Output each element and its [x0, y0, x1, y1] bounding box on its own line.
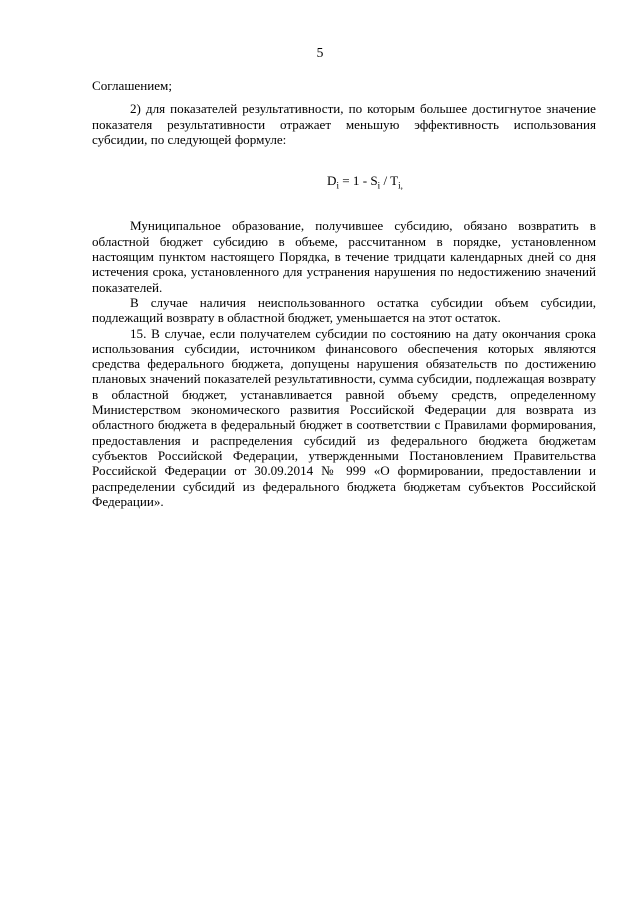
paragraph-unused-balance: В случае наличия неиспользованного остатка субсидии объем субсидии, подлежащий возврату в областной бюджет, уменьшается на этот остаток. [92, 294, 596, 326]
paragraph-item-15: 15. В случае, если получателем субсидии по состоянию на дату окончания срока использования субсидии, источником финансового обеспечения которых являются средства федерального бюджета, допущены нарушения обязательств по достижению плановых значений показателей результативности, сумма субсидии, подлежащая возврату в областной бюджет, устанавливается равной объему средств, определенному Министерством экономического развития Российской Федерации для возврата из областного бюджета в федеральный бюджет в соответствии с Правилами формирования, предоставления и распределения субсидий из федерального бюджета бюджетам субъектов Российской Федерации, утвержденными Постановлением Правительства Российской Федерации от 30.09.2014 № 999 «О формировании, предоставлении и распределении субсидий из федерального бюджета бюджетам субъектов Российской Федерации». [92, 325, 596, 509]
formula [92, 173, 596, 191]
spacer [92, 93, 596, 101]
page-number: 5 [316, 45, 324, 60]
formula-mid: = 1 - S [338, 173, 378, 189]
paragraph-return-obligation: Муниципальное образование, получившее субсидию, обязано возвратить в областной бюджет субсидию в объеме, рассчитанном в порядке, установленном настоящим пунктом настоящего Порядка, в течение тридцати календарных дней со дня истечения срока, установленного для устранения нарушения по недостижению значений показателей. [92, 218, 596, 295]
formula-mid-subscript: i [377, 180, 381, 191]
document-body [92, 78, 596, 509]
paragraph-item-2: 2) для показателей результативности, по которым большее достигнутое значение показателя результативности отражает меньшую эффективность использования субсидии, по следующей формуле: [92, 101, 596, 147]
formula-div: / T [380, 173, 399, 189]
formula-lhs: D [327, 173, 337, 189]
formula-lhs-subscript: i [336, 180, 339, 191]
paragraph-continuation: Соглашением; [92, 78, 172, 93]
formula-div-subscript: i, [398, 180, 403, 191]
